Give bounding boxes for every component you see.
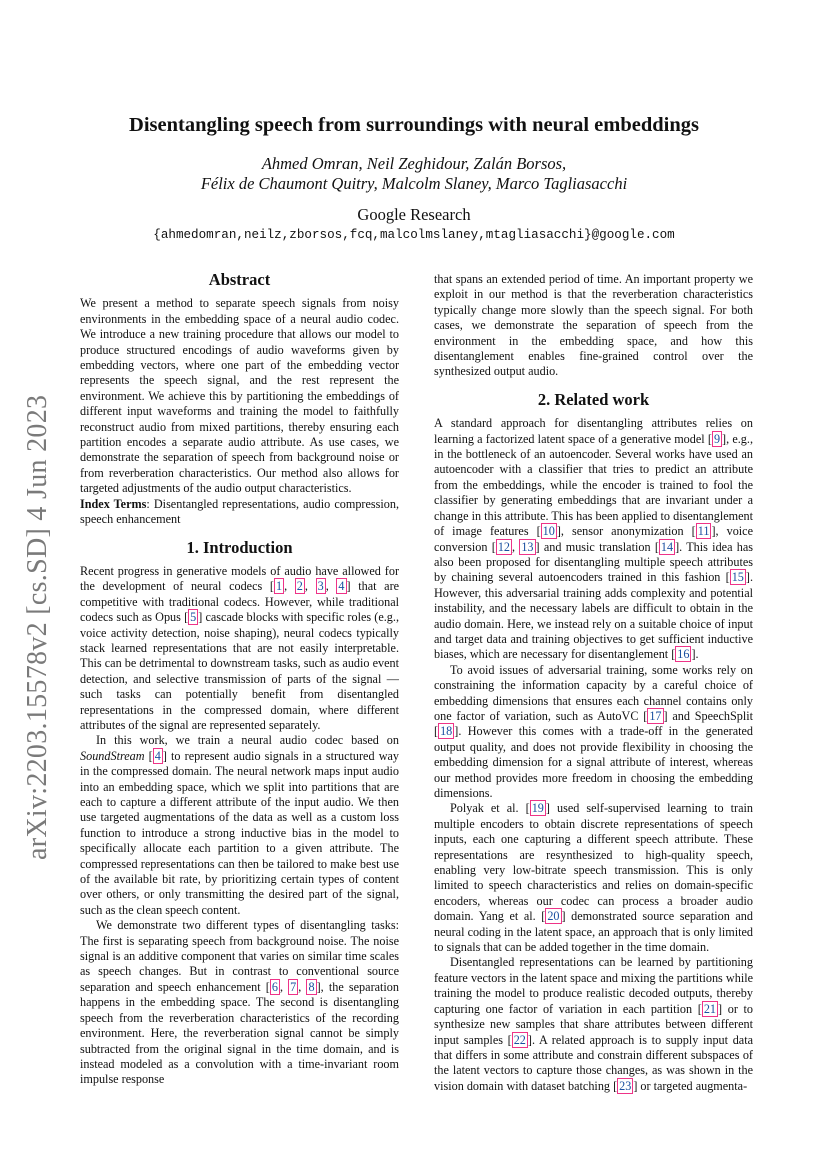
citation-link[interactable]: 16 [677, 647, 690, 662]
citation-link[interactable]: 1 [275, 579, 283, 594]
paper-title: Disentangling speech from surroundings with neural embeddings [129, 114, 699, 136]
citation-link[interactable]: 11 [697, 524, 710, 539]
related-work-heading: 2. Related work [537, 389, 650, 409]
related-paragraph-2: To avoid issues of adversarial training, some works rely on constraining the information capacity by a careful choice of embedding dimensions that ensures each channel contains only one factor of variation, such as AutoVC [ 17 ] and SpeechSplit [ 18 ]. However this comes with a trade-off in the generated output quality, and does not provide flexibility in choosing the embedding dimension for a signal attribute of interest, whereas our method provides more freedom in choosing the embedding dimensions. [434, 662, 753, 800]
citation-link[interactable]: 19 [531, 801, 544, 816]
citation-link[interactable]: 2 [296, 579, 303, 594]
rw-p1-a: A standard approach for disentangling attributes relies on learning a factorized latent space of a generative model [434, 416, 753, 446]
citation-link[interactable]: 9 [713, 431, 721, 446]
affiliation: Google Research [357, 205, 471, 224]
abstract-heading: Abstract [208, 270, 271, 289]
intro-p1-text-b: that are competitive with traditional codecs. However, while traditional codecs such as Opus [80, 579, 400, 625]
intro-p3-text-b: , the separation happens in the embedding space. The second is disentangling speech from the reverberation characteristics of the recording environment. Here, the reverberation signal cannot be simply subtracted from the original signal in the time domain, and is instead modeled as a convolution with a time-invariant room impulse response [80, 979, 399, 1087]
related-paragraph-3: Polyak et al. [ 19 ] used self-supervised learning to train multiple encoders to obtain discrete representations of speech inputs, each one capturing a different speech attribute. These representations are resynthesized to high-quality speech, enabling very low-bitrate speech transmission. This is only limited to speech characteristics and relies on domain-specific encoders, whereas our codec can process a broader audio domain. Yang et al. [ 20 ] demonstrated source separation and neural coding in the latent space, an approach that is only limited to signals that can be added together in the time domain. [434, 801, 753, 955]
rw-p1-d: , voice conversion [434, 524, 753, 554]
author-emails: {ahmedomran,neilz,zborsos,fcq,malcolmslaney,mtagliasacchi}@google.com [153, 228, 675, 242]
index-terms-text: : Disentangled representations, audio compression, speech enhancement [80, 496, 399, 527]
citation-link[interactable]: 4 [154, 748, 161, 763]
rw-p1-g: . However, this adversarial training adds complexity and potential instability, and the necessary labels are difficult to obtain in the audio domain. Here, we instead rely on a suitable choice of input and target data and training objectives to get sufficient inductive biases, which are necessary for disentanglement [434, 570, 753, 662]
intro-paragraph-3: We demonstrate two different types of disentangling tasks: The first is separating speech from background noise. The noise signal is an additive component that varies on similar time scales as speech changes. But in contrast to conventional source separation and speech enhancement [ 6 , 7 , 8 ], the separation happens in the embedding space. The second is disentangling speech from the reverberation characteristics of the recording environment. Here, the reverberation signal cannot be simply subtracted from the original signal in the time domain, and is instead modeled as a convolution with a time-invariant room impulse response [80, 918, 399, 1087]
intro-p2-text-b: to represent audio signals in a structured way in the compressed domain. The neural network maps input audio into an embedding space, which we split into partitions that are each to capture a different attribute of the input audio. We then use targeted augmentations of the data as well as a custom loss function to introduce a strong inductive bias in the model to specifically allocate each partition to a given attribute. The compressed representations can then be tailored to make best use of the available bit rate, by prioritizing certain types of content over others, or only transmitting the desired part of the signal, such as the clean speech content. [80, 748, 400, 917]
soundstream-name: SoundStream [80, 748, 145, 763]
rw-p4-d: or targeted augmenta- [637, 1078, 748, 1093]
rw-p1-h: . [695, 647, 699, 662]
rw-p2-b: and SpeechSplit [667, 708, 753, 723]
rw-p1-b: , e.g., in the bottleneck of an autoencoder. Several works have used an autoencoder with a classifier that tries to predict an attribute from the embeddings, while the encoder is trained to fool the classifier by generating embeddings that are invariant under a change in this attribute. This has been applied to disentanglement of image features [434, 431, 753, 539]
arxiv-identifier: arXiv:2203.15578v2 [cs.SD] 4 Jun 2023 [22, 394, 53, 860]
citation-link[interactable]: 23 [619, 1078, 632, 1093]
rw-p3-a: Polyak et al. [450, 801, 526, 816]
citation-link[interactable]: 3 [317, 579, 324, 594]
index-terms-label: Index Terms [80, 496, 147, 511]
citation-link[interactable]: 14 [660, 539, 674, 554]
citation-link[interactable]: 10 [542, 524, 555, 539]
citation-link[interactable]: 8 [308, 979, 315, 994]
citation-link[interactable]: 18 [440, 724, 453, 739]
rw-p2-c: . However this comes with a trade-off in the generated output quality, and does not provide flexibility in choosing the embedding dimension for a signal attribute of interest, whereas our method provides more freedom in choosing the embedding dimensions. [434, 724, 753, 800]
authors-line-1: Ahmed Omran, Neil Zeghidour, Zalán Borsos, [261, 154, 567, 173]
introduction-heading: 1. Introduction [186, 537, 293, 557]
intro-p1-text-a: Recent progress in generative models of audio have allowed for the development of neural codecs [80, 563, 399, 594]
rw-p3-c: demonstrated source separation and neural coding in the latent space, an approach that is only limited to signals that can be added together in the time domain. [434, 909, 753, 955]
rw-p1-c: , sensor anonymization [560, 524, 692, 539]
intro-p3-text-a: We demonstrate two different types of disentangling tasks: The first is separating speech from background noise. The noise signal is an additive component that varies on similar time scales as speech changes. But in contrast to conventional source separation and speech enhancement [80, 918, 399, 994]
rw-p3-b: used self-supervised learning to train multiple encoders to obtain discrete representations of speech inputs, each one capturing a different speech attribute. These representations are resynthesized to high-quality speech, enabling very low-bitrate speech transmission. This is only limited to speech characteristics and relies on domain-specific encoders, whereas our codec can process a broader audio domain. Yang et al. [434, 801, 753, 924]
citation-link[interactable]: 6 [271, 979, 278, 994]
abstract-text: We present a method to separate speech signals from noisy environments in the embedding space of a neural audio codec. We introduce a new training procedure that allows our model to produce structured encodings of audio waveforms given by embedding vectors, where one part of the embedding vector represents the speech signal, and the rest represent the environment. We achieve this by partitioning the embeddings of different input waveforms and training the model to faithfully reconstruct audio from mixed partitions, thereby ensuring each partition encodes a separate audio attribute. As use cases, we demonstrate the separation of speech from background noise or from reverberation characteristics. Our method also allows for targeted adjustments of the audio output characteristics. [80, 296, 399, 496]
rw-p1-e: and music translation [539, 539, 655, 554]
related-paragraph-1: A standard approach for disentangling attributes relies on learning a factorized latent space of a generative model [ 9 ], e.g., in the bottleneck of an autoencoder. Several works have used an autoencoder with a classifier that tries to predict an attribute from the embeddings, while the encoder is trained to fool the classifier by generating embeddings that are invariant under a change in this attribute. This has been applied to disentanglement of image features [ 10 ], sensor anonymization [ 11 ], voice conversion [ 12 , 13 ] and music translation [ 14 ]. This idea has also been proposed for disentangling multiple speech attributes by chaining several autoencoders trained in this fashion [ 15 ]. However, this adversarial training adds complexity and potential instability, and the necessary labels are difficult to obtain in the audio domain. Here, we instead rely on a suitable choice of input and target data and training objectives to get sufficient inductive biases, which are necessary for disentanglement [ 16 ]. [434, 416, 753, 662]
related-paragraph-4: Disentangled representations can be learned by partitioning feature vectors in the latent space and mixing the partitions while training the model to produce realistic decoded outputs, thereby capturing one factor of variation in each partition [ 21 ] or to synthesize new samples that share attributes between different input samples [ 22 ]. A related approach is to supply input data that differs in some attribute and constrain different subspaces of the latent vectors to capture those changes, as was shown in the vision domain with dataset batching [ 23 ] or targeted augmenta- [434, 955, 753, 1093]
rw-p2-a: To avoid issues of adversarial training, some works rely on constraining the information capacity by a careful choice of embedding dimensions that ensures each channel contains only one factor of variation, such as AutoVC [434, 662, 753, 723]
citation-link[interactable]: 12 [497, 539, 510, 554]
citation-link[interactable]: 4 [338, 579, 345, 594]
citation-link[interactable]: 13 [521, 539, 534, 554]
intro-paragraph-1: Recent progress in generative models of audio have allowed for the development of neural codecs [ 1 , 2 , 3 , 4 ] that are competitive with traditional codecs. However, while traditional codecs such as Opus [ 5 ] cascade blocks with specific roles (e.g., voice activity detection, noise shaping), neural codecs typically stack learned representations that are not easily interpretable. This can be detrimental to downstream tasks, such as audio event detection, and selective transmission of parts of the signal — such tasks can potentially benefit from disentangled representations in the compressed domain, where different attributes of the signal are represented separately. [80, 563, 400, 732]
intro-p2-text-a: In this work, we train a neural audio codec based on [96, 733, 399, 748]
index-terms [80, 497, 399, 528]
citation-link[interactable]: 22 [513, 1032, 526, 1047]
rw-p4-b: or to synthesize new samples that share attributes between different input samples [434, 1001, 753, 1047]
citation-link[interactable]: 15 [731, 570, 744, 585]
rw-p4-c: . A related approach is to supply input data that differs in some attribute and constrain different subspaces of the latent vectors to capture those changes, as was shown in the vision domain with dataset batching [434, 1032, 753, 1093]
rw-p4-a: Disentangled representations can be learned by partitioning feature vectors in the latent space and mixing the partitions while training the model to produce realistic decoded outputs, thereby capturing one factor of variation in each partition [434, 955, 753, 1016]
intro-p1-text-c: cascade blocks with specific roles (e.g., voice activity detection, noise shaping), neural codecs typically stack learned representations that are not easily interpretable. This can be detrimental to downstream tasks, such as audio event detection, and selective transmission of parts of the signal — such tasks can potentially benefit from disentangled representations in the compressed domain, where different attributes of the signal are represented separately. [80, 610, 399, 732]
intro-paragraph-2: In this work, we train a neural audio codec based on SoundStream [ 4 ] to represent audio signals in a structured way in the compressed domain. The neural network maps input audio into an embedding space, which we split into partitions that are each to capture a different attribute of the input audio. We then use targeted augmentations of the data as well as a custom loss function to introduce a strong inductive bias in the model to specifically allocate each partition to a given attribute. The compressed representations can then be tailored to make best use of the available bit rate, by prioritizing certain types of content over others, or only transmitting the desired part of the signal, such as the clean speech content. [80, 733, 400, 917]
author-list [0, 154, 828, 194]
citation-link[interactable]: 17 [649, 708, 662, 723]
rw-p1-f: . This idea has also been proposed for disentangling multiple speech attributes by chaining several autoencoders trained in this fashion [434, 539, 753, 585]
citation-link[interactable]: 20 [547, 909, 560, 924]
left-column [80, 266, 399, 1088]
authors-line-2: Félix de Chaumont Quitry, Malcolm Slaney, Marco Tagliasacchi [200, 174, 628, 193]
right-column [434, 272, 753, 1094]
citation-link[interactable]: 21 [703, 1001, 717, 1016]
intro-continuation: that spans an extended period of time. An important property we exploit in our method is that the reverberation characteristics typically change more slowly than the speech signal. For both cases, we demonstrate the separation of speech from the environment in the embedding space, and how this disentanglement enables fine-grained control over the synthesized output audio. [434, 272, 753, 379]
citation-link[interactable]: 7 [290, 979, 297, 994]
citation-link[interactable]: 5 [190, 610, 197, 625]
